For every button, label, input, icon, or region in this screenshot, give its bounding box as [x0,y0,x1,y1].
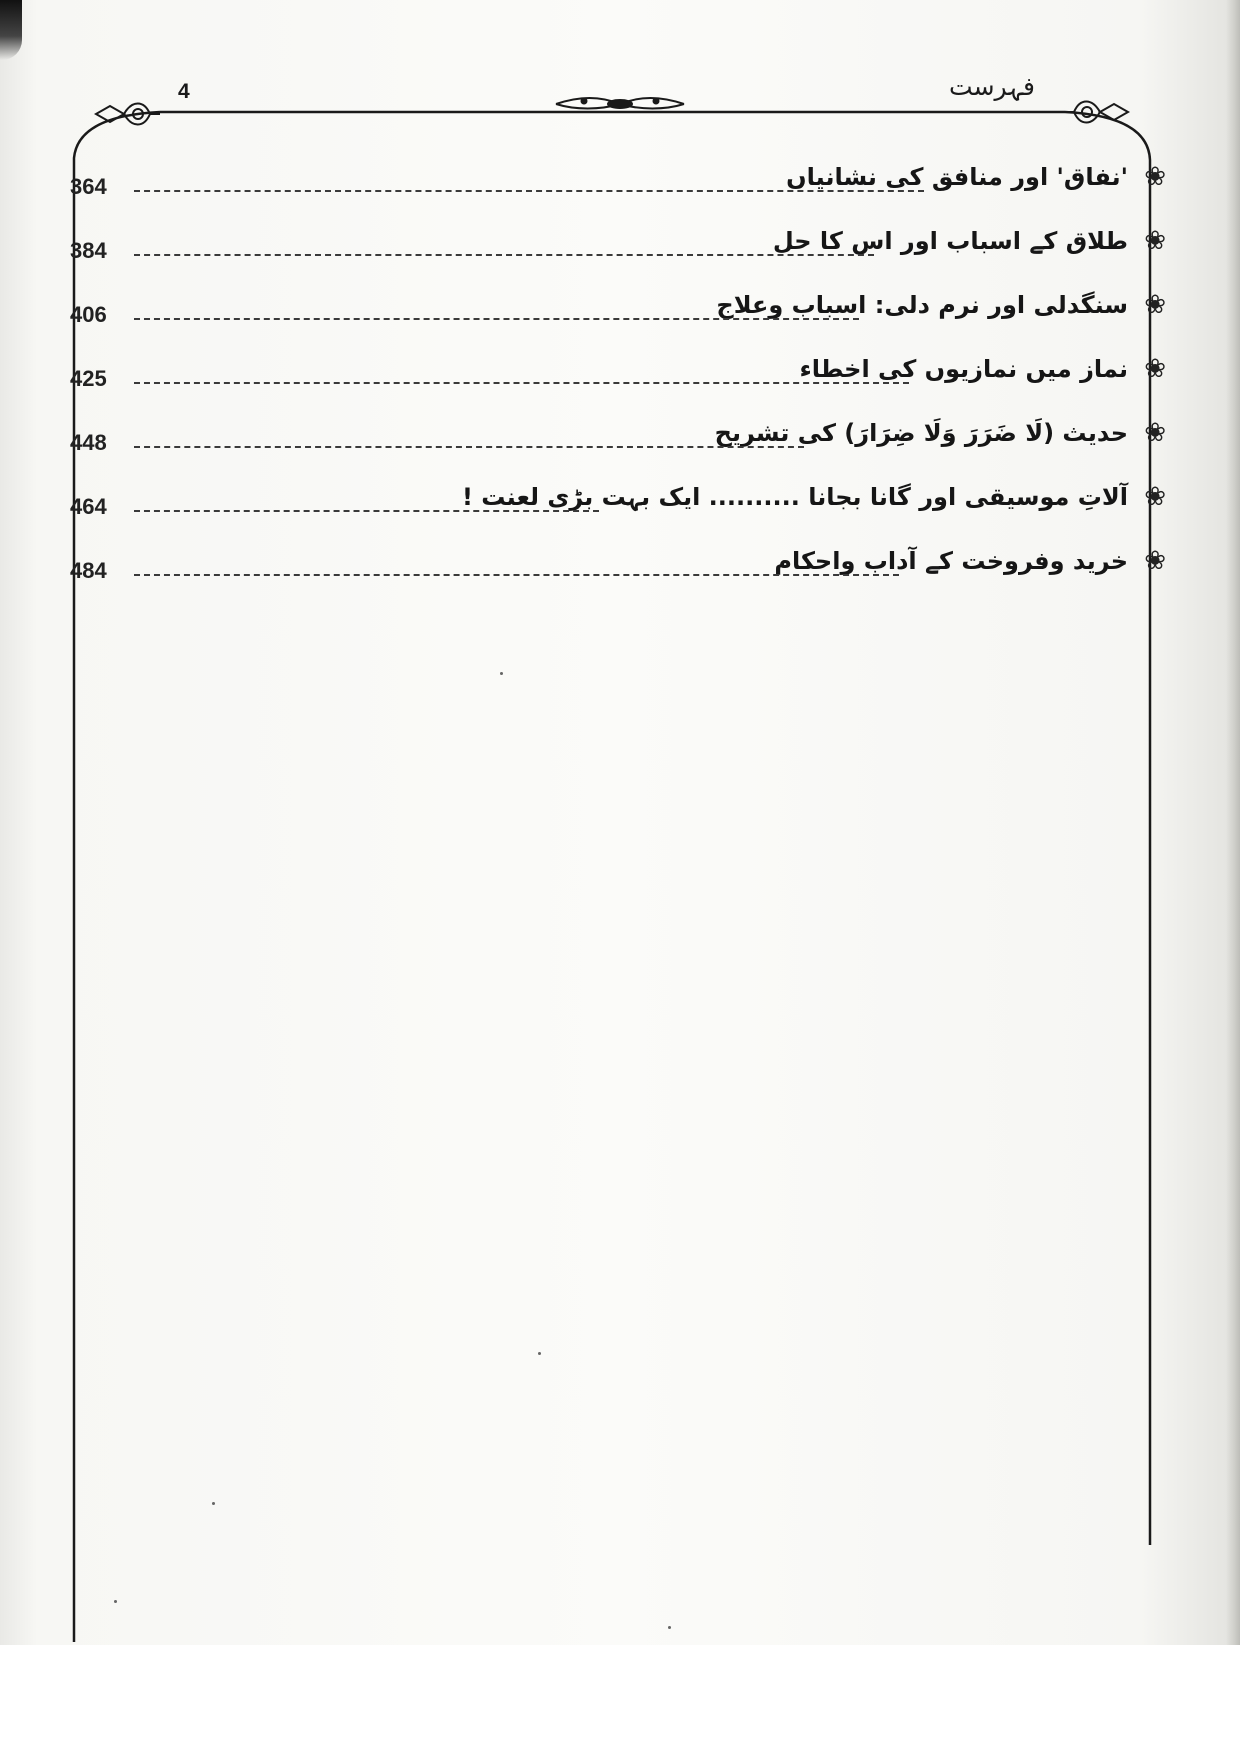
toc-entry[interactable] [70,352,1170,416]
dotted-leader [134,190,924,192]
dotted-leader [134,254,874,256]
toc-entry-title: طلاق کے اسباب اور اس کا حل [772,227,1128,255]
toc-entry-page: 364 [70,174,107,199]
scan-speck [500,672,503,675]
toc-entry-title: سنگدلی اور نرم دلی: اسباب وعلاج [716,291,1128,319]
toc-entry[interactable] [70,416,1170,480]
scan-speck [538,1352,541,1355]
flower-bullet-icon: ❀ [1144,482,1166,512]
toc-entry-page: 406 [70,302,107,327]
toc-entry-page: 425 [70,366,107,391]
toc-entry-title: آلاتِ موسیقی اور گانا بجانا .......... ایک بہت بڑی لعنت ! [461,483,1128,511]
running-head-title: فہرست [949,72,1035,101]
toc-entry[interactable] [70,544,1170,608]
right-ornament [1065,102,1128,123]
flower-bullet-icon: ❀ [1144,354,1166,384]
page-number: 4 [178,80,190,103]
dotted-leader [134,574,899,576]
toc-entry[interactable] [70,480,1170,544]
flower-bullet-icon: ❀ [1144,226,1166,256]
flower-bullet-icon: ❀ [1144,418,1166,448]
toc-entry-page: 448 [70,430,107,455]
flower-bullet-icon: ❀ [1144,162,1166,192]
toc-entry-page: 484 [70,558,107,583]
flower-bullet-icon: ❀ [1144,546,1166,576]
toc-entry[interactable] [70,224,1170,288]
toc-entry-title: 'نفاق' اور منافق کی نشانیاں [786,163,1128,191]
dotted-leader [134,446,804,448]
dotted-leader [134,382,909,384]
scan-speck [668,1626,671,1629]
dotted-leader [134,510,599,512]
scan-speck [114,1600,117,1603]
toc-entry-page: 464 [70,494,107,519]
toc-entry[interactable] [70,288,1170,352]
toc-entry-page: 384 [70,238,107,263]
toc-entry-title: حدیث (لَا ضَرَرَ وَلَا ضِرَارَ) کی تشریح [714,419,1128,447]
dotted-leader [134,318,859,320]
scan-speck [212,1502,215,1505]
toc-entry-title: نماز میں نمازیوں کی اخطاء [799,355,1128,383]
flower-bullet-icon: ❀ [1144,290,1166,320]
center-ornament [556,98,684,109]
toc-entry[interactable] [70,160,1170,224]
toc-entry-title: خرید وفروخت کے آداب واحکام [774,547,1128,575]
